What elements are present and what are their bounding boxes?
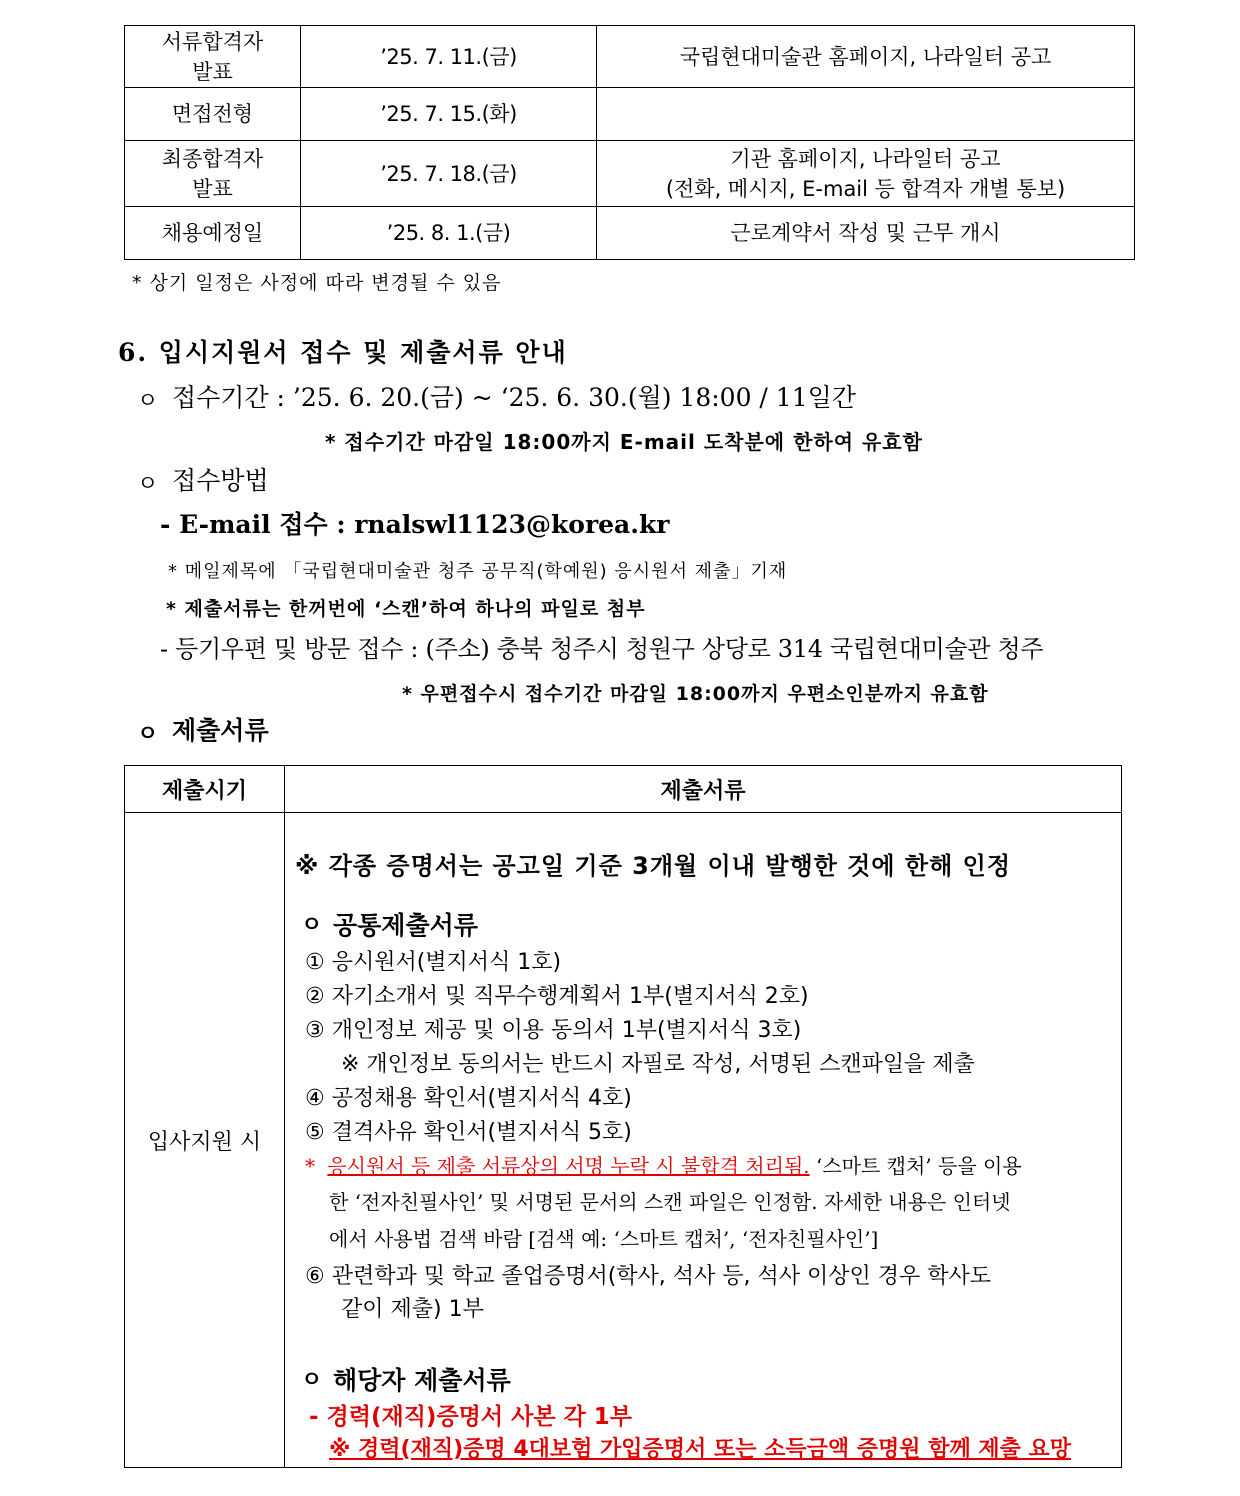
bullet-icon: ㅇ bbox=[301, 1368, 323, 1393]
date-cell: ’25. 7. 11.(금) bbox=[301, 26, 597, 88]
common-docs-title: 공통제출서류 bbox=[333, 911, 478, 940]
table-row bbox=[125, 26, 1135, 88]
certificate-notice: ※ 각종 증명서는 공고일 기준 3개월 이내 발행한 것에 한해 인정 bbox=[295, 852, 1012, 880]
table-row bbox=[125, 141, 1135, 207]
schedule-footnote: * 상기 일정은 사정에 따라 변경될 수 있음 bbox=[132, 272, 502, 294]
docs-title: 제출서류 bbox=[172, 716, 269, 745]
table-row bbox=[125, 88, 1135, 141]
method-title: 접수방법 bbox=[172, 466, 269, 495]
header-time: 제출시기 bbox=[125, 766, 285, 813]
stage-cell: 최종합격자 발표 bbox=[125, 141, 301, 207]
table-row bbox=[125, 813, 1122, 1468]
date-cell: ’25. 8. 1.(금) bbox=[301, 207, 597, 260]
bullet-icon: ㅇ bbox=[137, 472, 159, 497]
email-note-subject: * 메일제목에 「국립현대미술관 청주 공무직(학예원) 응시원서 제출」기재 bbox=[168, 561, 788, 582]
signature-text: 에서 사용법 검색 바람 [검색 예: ‘스마트 캡처’, ‘전자친필사인’] bbox=[329, 1227, 879, 1251]
documents-cell bbox=[285, 813, 1122, 1468]
list-item-note: ※ 개인정보 동의서는 반드시 자필로 작성, 서명된 스캔파일을 제출 bbox=[341, 1052, 975, 1077]
list-item: ④ 공정채용 확인서(별지서식 4호) bbox=[305, 1086, 632, 1111]
application-period: 접수기간 : ’25. 6. 20.(금) ~ ‘25. 6. 30.(월) 18:00 / 11일간 bbox=[172, 383, 856, 412]
signature-text: ‘스마트 캡처’ 등을 이용 bbox=[809, 1154, 1022, 1178]
stage-cell: 서류합격자 발표 bbox=[125, 26, 301, 88]
extra-docs-title: 해당자 제출서류 bbox=[333, 1366, 511, 1395]
documents-table bbox=[124, 765, 1122, 1468]
table-row bbox=[125, 207, 1135, 260]
date-cell: ’25. 7. 15.(화) bbox=[301, 88, 597, 141]
period-note: * 접수기간 마감일 18:00까지 E-mail 도착분에 한하여 유효함 bbox=[325, 430, 923, 454]
mail-note: * 우편접수시 접수기간 마감일 18:00까지 우편소인분까지 유효함 bbox=[402, 683, 989, 705]
list-item: 같이 제출) 1부 bbox=[341, 1297, 484, 1322]
signature-warning: 응시원서 등 제출 서류상의 서명 누락 시 불합격 처리됨. bbox=[327, 1154, 810, 1178]
note-cell: 국립현대미술관 홈페이지, 나라일터 공고 bbox=[597, 26, 1135, 88]
bullet-icon: ㅇ bbox=[137, 722, 159, 747]
career-note: ※ 경력(재직)증명 4대보험 가입증명서 또는 소득금액 증명원 함께 제출 요망 bbox=[329, 1437, 1072, 1462]
schedule-table bbox=[124, 25, 1135, 260]
signature-note bbox=[305, 1150, 1022, 1179]
note-cell: 근로계약서 작성 및 근무 개시 bbox=[597, 207, 1135, 260]
bullet-icon: ㅇ bbox=[301, 913, 323, 938]
signature-text: 한 ‘전자친필사인’ 및 서명된 문서의 스캔 파일은 인정함. 자세한 내용은 인터넷 bbox=[329, 1190, 1011, 1214]
submission-time: 입사지원 시 bbox=[125, 813, 285, 1468]
email-submission: - E-mail 접수 : rnalswl1123@korea.kr bbox=[160, 510, 670, 539]
career-certificate: - 경력(재직)증명서 사본 각 1부 bbox=[309, 1404, 633, 1430]
list-item: ⑥ 관련학과 및 학교 졸업증명서(학사, 석사 등, 석사 이상인 경우 학사도 bbox=[305, 1264, 992, 1289]
list-item: ② 자기소개서 및 직무수행계획서 1부(별지서식 2호) bbox=[305, 984, 809, 1009]
table-header-row bbox=[125, 766, 1122, 813]
list-item: ③ 개인정보 제공 및 이용 동의서 1부(별지서식 3호) bbox=[305, 1018, 802, 1043]
stage-cell: 면접전형 bbox=[125, 88, 301, 141]
email-note-scan: * 제출서류는 한꺼번에 ‘스캔’하여 하나의 파일로 첨부 bbox=[166, 598, 646, 620]
asterisk-mark: * bbox=[305, 1154, 315, 1178]
header-docs: 제출서류 bbox=[285, 766, 1122, 813]
note-cell bbox=[597, 88, 1135, 141]
note-cell: 기관 홈페이지, 나라일터 공고 (전화, 메시지, E-mail 등 합격자 개별 통보) bbox=[597, 141, 1135, 207]
list-item: ① 응시원서(별지서식 1호) bbox=[305, 950, 562, 975]
section-title: 6. 입시지원서 접수 및 제출서류 안내 bbox=[118, 338, 568, 367]
date-cell: ’25. 7. 18.(금) bbox=[301, 141, 597, 207]
stage-cell: 채용예정일 bbox=[125, 207, 301, 260]
list-item: ⑤ 결격사유 확인서(별지서식 5호) bbox=[305, 1120, 632, 1145]
bullet-icon: ㅇ bbox=[137, 389, 159, 414]
mail-submission: - 등기우편 및 방문 접수 : (주소) 충북 청주시 청원구 상당로 314 국립현대미술관 청주 bbox=[160, 635, 1044, 663]
